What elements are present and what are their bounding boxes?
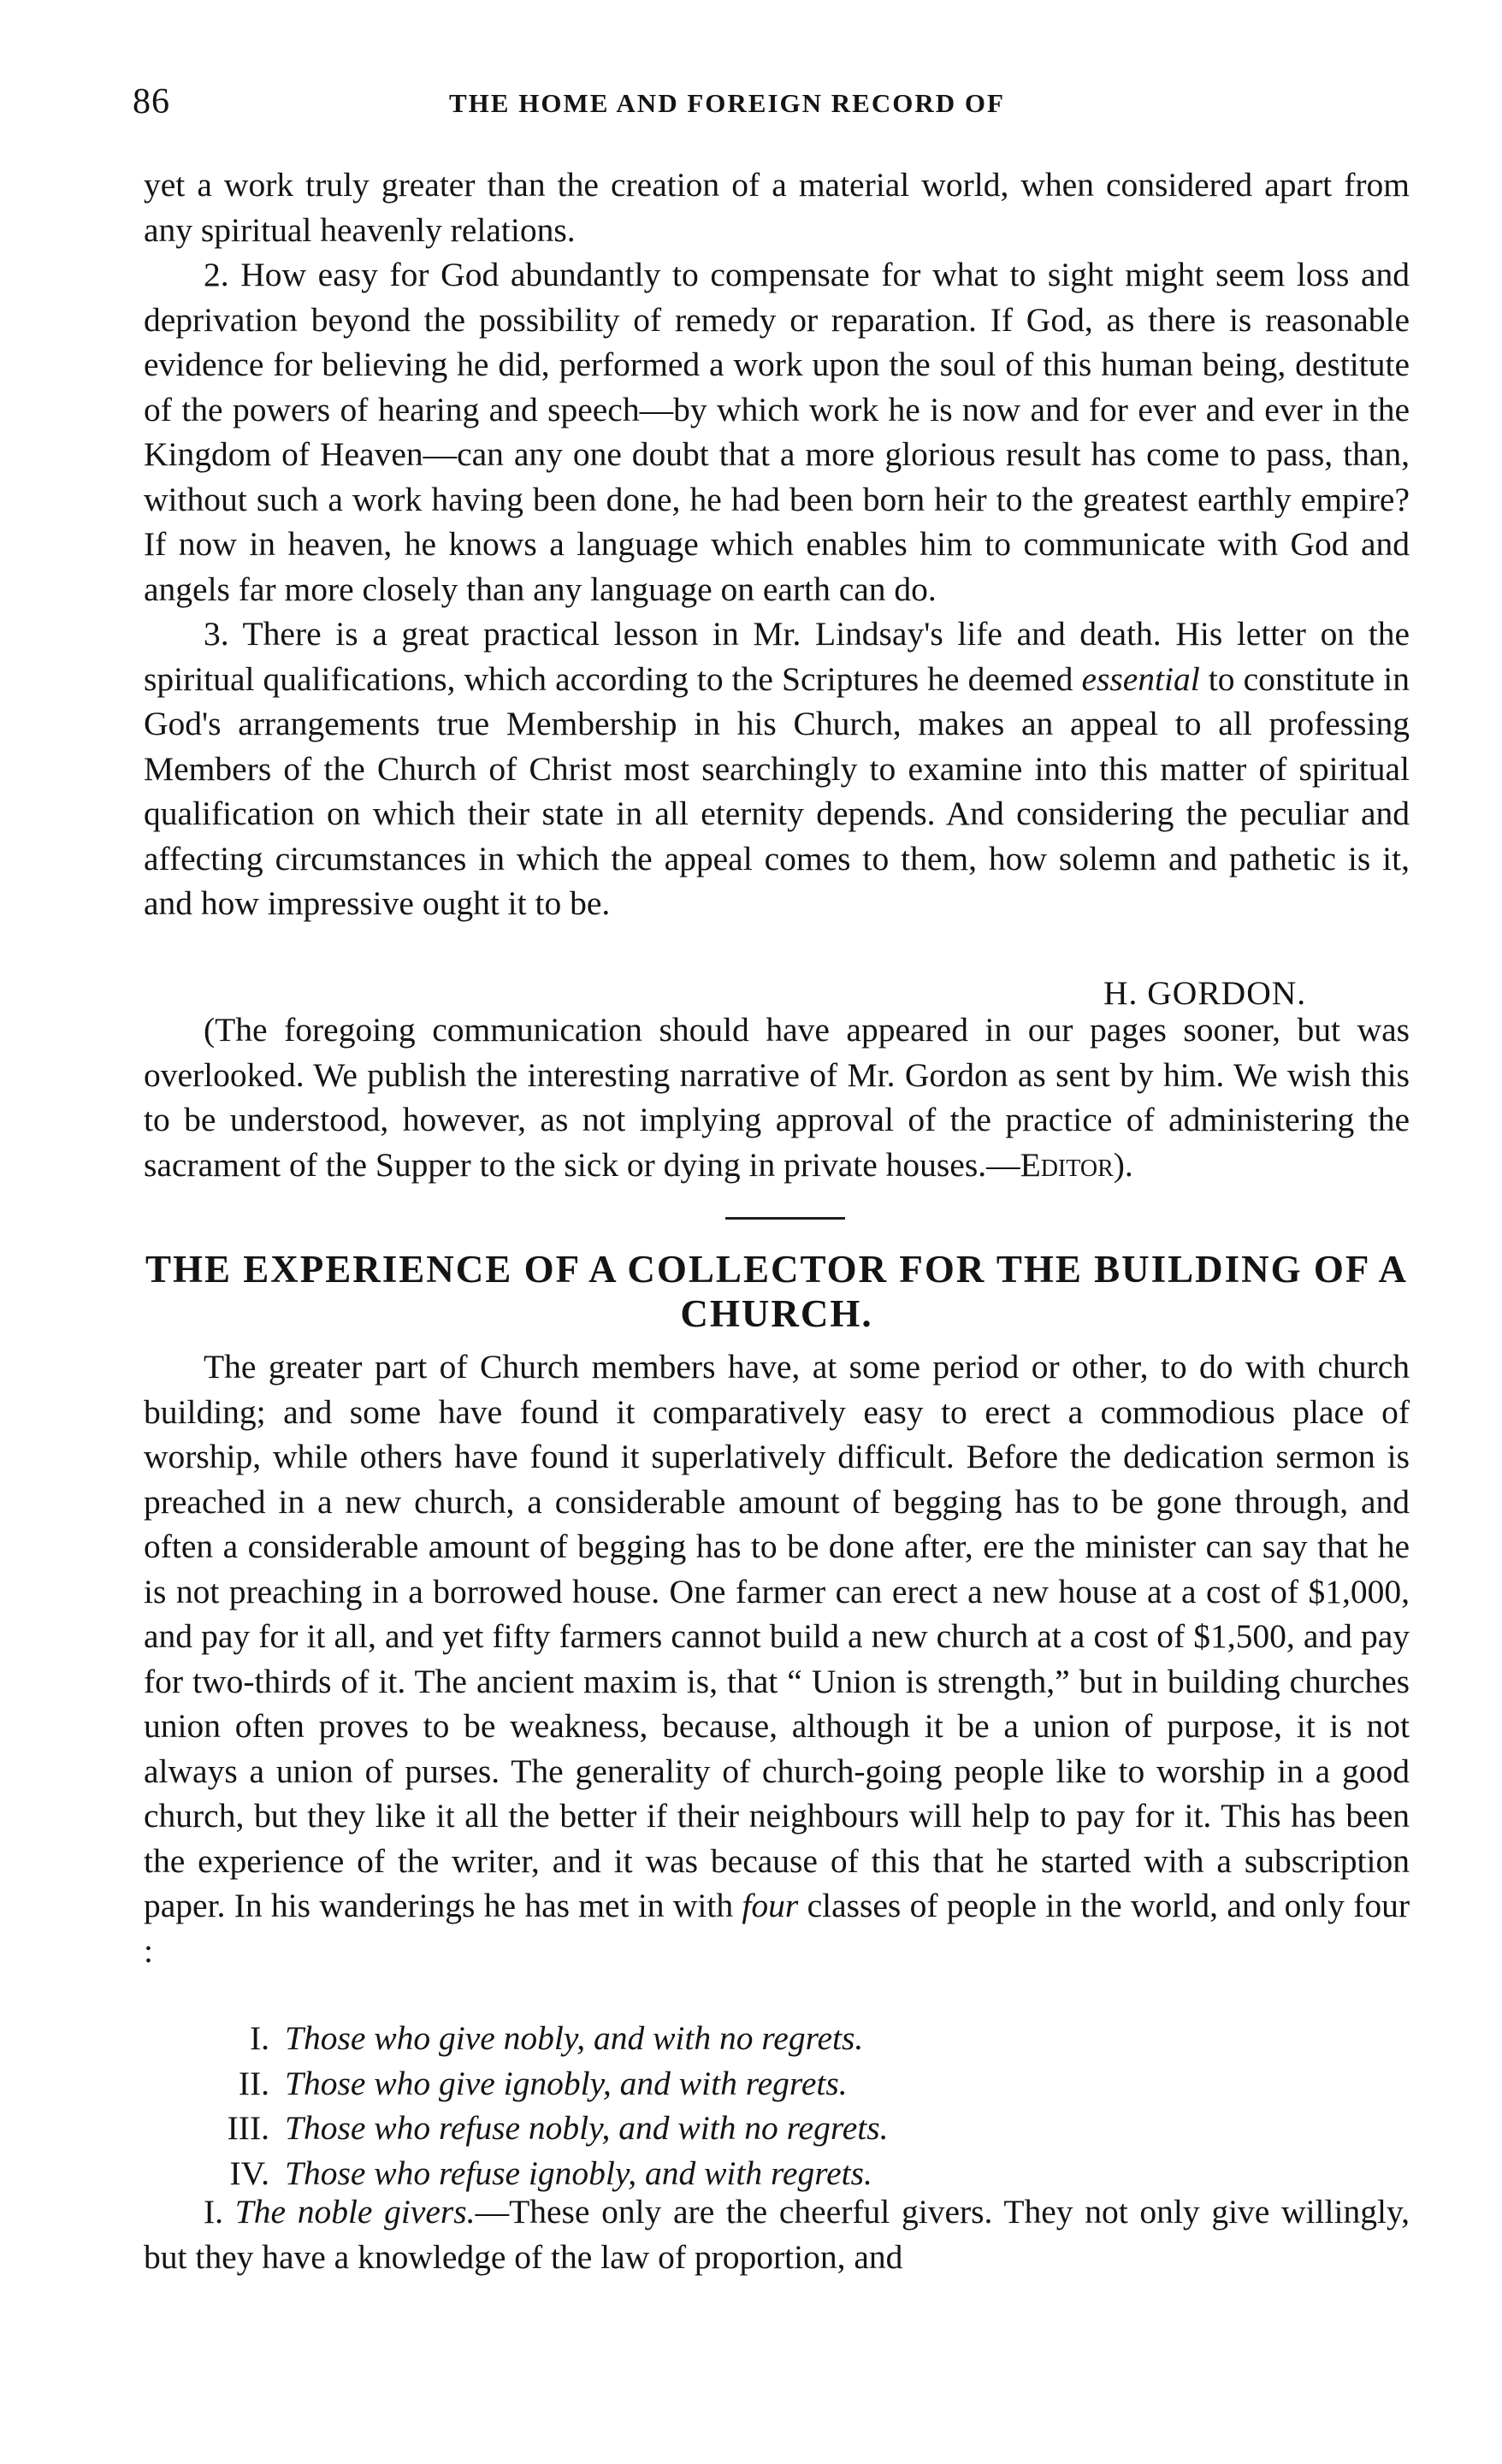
page-number: 86 [133,82,170,121]
list-numeral: II. [238,2064,269,2102]
list-numeral: IV. [229,2154,269,2192]
final-emphasis: The noble givers. [234,2193,476,2231]
signature: H. GORDON. [1103,974,1307,1012]
article-body-emphasis: four [742,1887,799,1924]
list-text: Those who give nobly, and with no regrets. [285,2019,864,2057]
final-label: I. [204,2193,235,2231]
paragraph-3-emphasis: essential [1081,659,1200,698]
article-body [144,1344,1410,1973]
paragraph-3-lead: 3. There is a great practical lesson in Mr. Lindsay's life and death. His letter on the spiritual qualifications, which according to the Scriptures he deemed [144,615,1410,698]
list-text: Those who give ignobly, and with regrets. [285,2064,848,2102]
article-top-text [144,162,1410,926]
paragraph-3 [144,612,1410,926]
continuation-paragraph: yet a work truly greater than the creation of a material world, when considered apart from any spiritual heavenly relations. [144,166,1410,249]
paragraph-2: 2. How easy for God abundantly to compensate for what to sight might seem loss and deprivation beyond the possibility of remedy or reparation. If God, as there is reasonable evidence for believing he did, performed a work upon the soul of this human being, destitute of the powers of hearing and speech—by which work he is now and for ever and ever in the Kingdom of Heaven—can any one doubt that a more glorious result has come to pass, than, without such a work having been done, he had been born heir to the greatest earthly empire? If now in heaven, he knows a language which enables him to communicate with God and angels far more closely than any language on earth can do. [144,256,1410,608]
article-body-end: classes of people in the world, and only four : [144,1887,1410,1970]
list-text: Those who refuse ignobly, and with regrets. [285,2154,872,2192]
editor-label: Editor [1020,1145,1114,1184]
page-header [133,81,1399,133]
list-numeral: I. [249,2019,269,2057]
article-body-paragraph [144,1344,1410,1973]
article-heading [144,1247,1410,1336]
editor-note-closing: ). [1113,1145,1133,1184]
list-item [210,2016,1322,2061]
article-body-lead: The greater part of Church members have, at some period or other, to do with church building; and some have found it comparatively easy to erect a commodious place of worship, while others have found it superlatively difficult. Before the dedication sermon is preached in a new church, a considerable amount of begging has to be gone through, and often a considerable amount of begging has to be done after, ere the minister can say that he is not preaching in a borrowed house. One farmer can erect a new house at a cost of $1,000, and pay for it all, and yet fifty farmers cannot build a new church at a cost of $1,500, and pay for two-thirds of it. The ancient maxim is, that “ Union is strength,” but in building churches union often proves to be weakness, because, although it be a union of purpose, it is not always a union of purses. The generality of church-going people like to worship in a good church, but they like it all the better if their neighbours will help to pay for it. This has been the experience of the writer, and it was because of this that he started with a subscription paper. In his wanderings he has met in with [144,1348,1410,1924]
running-head: THE HOME AND FOREIGN RECORD OF [449,88,1005,118]
editor-note-paragraph [144,1007,1410,1187]
final-text: —These only are the cheerful givers. They not only give willingly, but they have a knowledge of the law of proportion, and [144,2193,1410,2276]
noble-givers-paragraph [144,2189,1410,2279]
giver-classes-list [210,2016,1322,2195]
article-heading-line-1: THE EXPERIENCE OF A COLLECTOR FOR THE BUILDING OF A [145,1248,1409,1291]
paragraph-3-rest: to constitute in God's arrangements true Membership in his Church, makes an appeal to all professing Members of the Church of Christ most searchingly to examine into this matter of spiritual qualification on which their state in all eternity depends. And considering the peculiar and affecting circumstances in which the appeal comes to them, how solemn and pathetic is it, and how impressive ought it to be. [144,659,1410,922]
editor-note [144,1007,1410,1187]
section-divider [725,1217,845,1220]
list-item [210,2106,1322,2151]
list-text: Those who refuse nobly, and with no regrets. [285,2109,889,2147]
list-item [210,2061,1322,2107]
editor-note-text: (The foregoing communication should have appeared in our pages sooner, but was overlooked. We publish the interesting narrative of Mr. Gordon as sent by him. We wish this to be understood, however, as not implying approval of the practice of administering the sacrament of the Supper to the sick or dying in private houses.— [144,1011,1410,1184]
final-paragraph [144,2189,1410,2279]
list-numeral: III. [227,2109,269,2147]
article-heading-line-2: CHURCH. [680,1292,873,1335]
